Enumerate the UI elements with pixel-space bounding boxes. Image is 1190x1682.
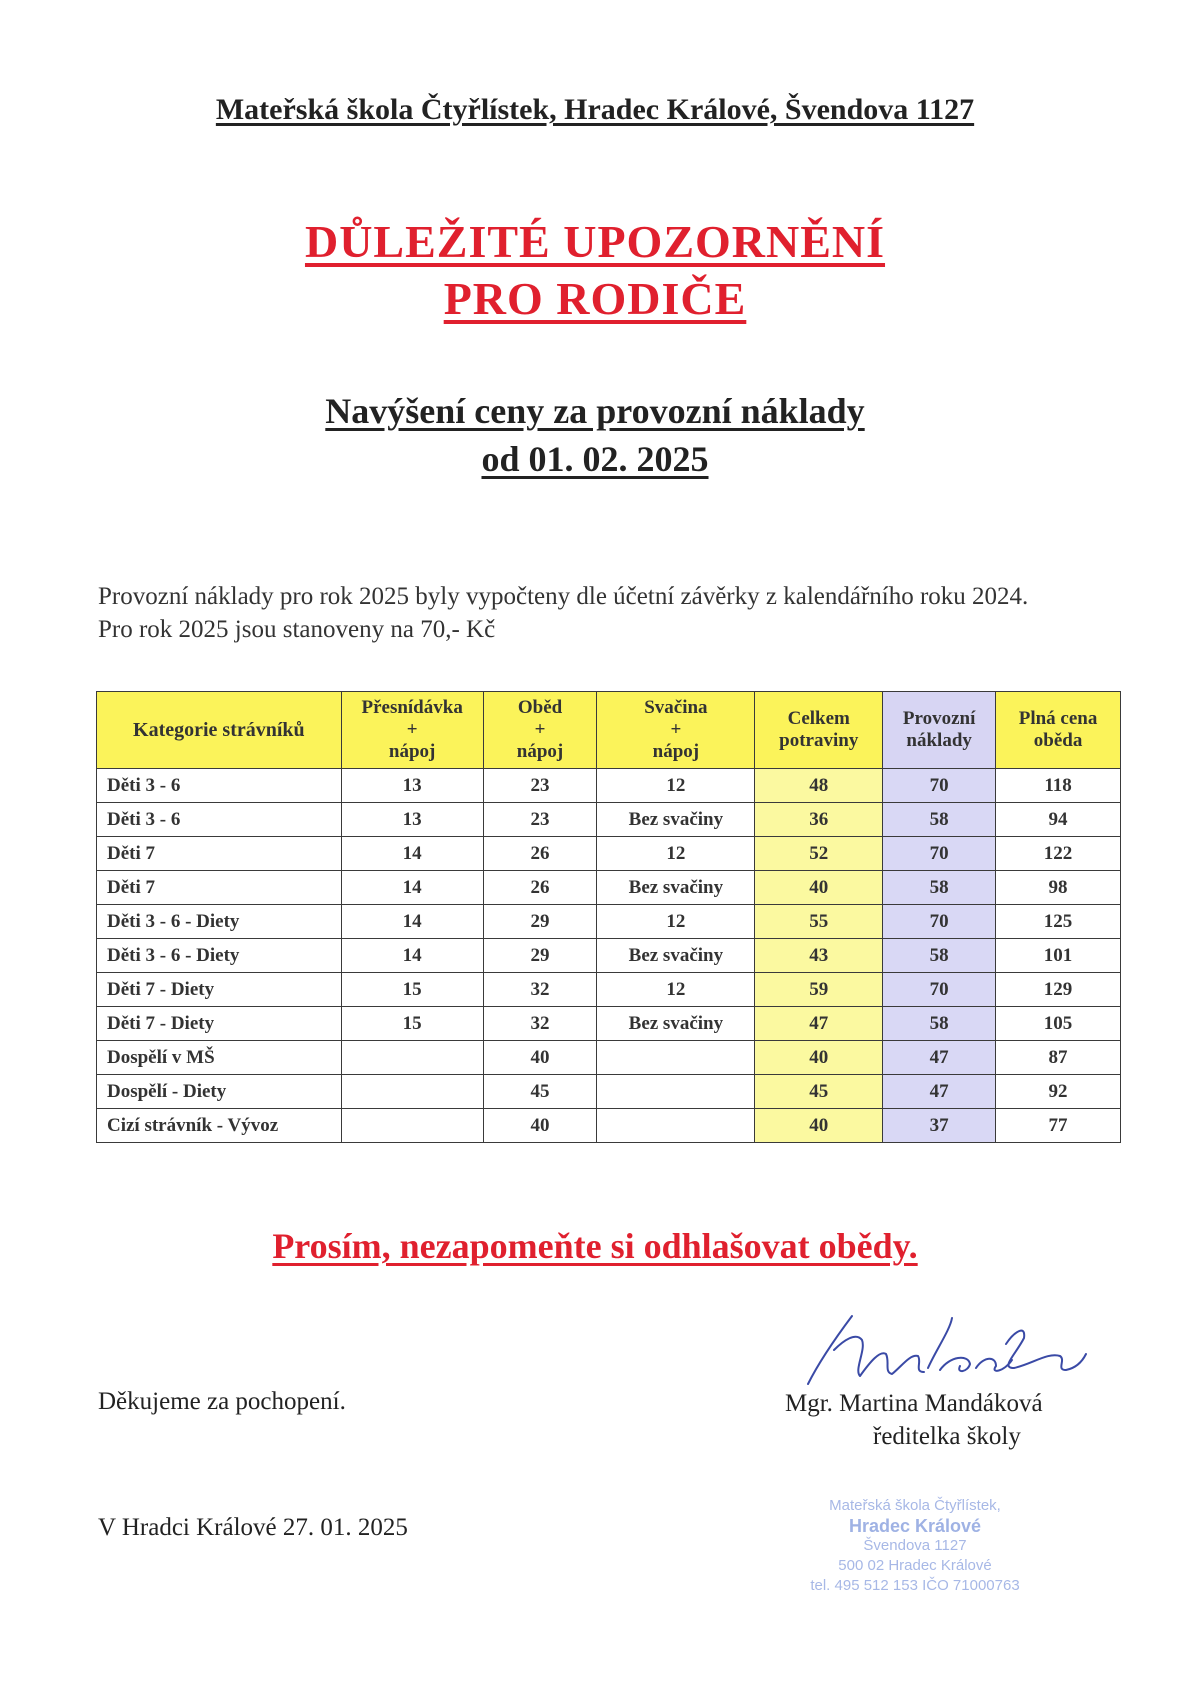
signer-block	[785, 1387, 1043, 1453]
school-stamp	[770, 1496, 1060, 1596]
cell-lunch: 29	[483, 939, 597, 973]
cell-operating-costs: 58	[883, 871, 996, 905]
cell-snack-am: 13	[341, 803, 483, 837]
cell-category: Děti 3 - 6 - Diety	[97, 939, 342, 973]
cell-snack-pm: Bez svačiny	[597, 871, 755, 905]
cell-lunch: 40	[483, 1041, 597, 1075]
subtitle-line1: Navýšení ceny za provozní náklady	[325, 391, 865, 431]
cell-full-price: 122	[996, 837, 1121, 871]
table-row	[97, 939, 1121, 973]
table-row	[97, 905, 1121, 939]
cell-operating-costs: 70	[883, 769, 996, 803]
cell-snack-pm: 12	[597, 973, 755, 1007]
cell-snack-am: 14	[341, 939, 483, 973]
header-operating-costs: Provozní náklady	[883, 692, 996, 769]
cell-full-price: 101	[996, 939, 1121, 973]
cell-full-price: 77	[996, 1109, 1121, 1143]
header-full-price: Plná cena oběda	[996, 692, 1121, 769]
cell-lunch: 26	[483, 871, 597, 905]
header-lunch: Oběd + nápoj	[483, 692, 597, 769]
cell-snack-am: 15	[341, 973, 483, 1007]
cell-snack-pm	[597, 1109, 755, 1143]
school-name: Mateřská škola Čtyřlístek, Hradec Králové, Švendova 1127	[215, 93, 975, 126]
table-row	[97, 973, 1121, 1007]
cell-lunch: 32	[483, 973, 597, 1007]
cell-operating-costs: 70	[883, 837, 996, 871]
cell-category: Dospělí v MŠ	[97, 1041, 342, 1075]
cell-total-food: 48	[755, 769, 883, 803]
cell-full-price: 87	[996, 1041, 1121, 1075]
cell-total-food: 40	[755, 1041, 883, 1075]
cell-full-price: 105	[996, 1007, 1121, 1041]
cell-total-food: 52	[755, 837, 883, 871]
table-row	[97, 769, 1121, 803]
cell-lunch: 23	[483, 769, 597, 803]
cell-snack-pm	[597, 1041, 755, 1075]
cell-category: Cizí strávník - Vývoz	[97, 1109, 342, 1143]
intro-paragraph	[98, 580, 1028, 646]
cell-lunch: 29	[483, 905, 597, 939]
cell-snack-am	[341, 1041, 483, 1075]
cell-category: Dospělí - Diety	[97, 1075, 342, 1109]
place-date: V Hradci Králové 27. 01. 2025	[98, 1514, 408, 1541]
cell-category: Děti 7 - Diety	[97, 973, 342, 1007]
table-row	[97, 803, 1121, 837]
cell-total-food: 55	[755, 905, 883, 939]
stamp-line4: 500 02 Hradec Králové	[838, 1557, 992, 1574]
cell-total-food: 40	[755, 1109, 883, 1143]
price-table	[96, 691, 1121, 1143]
cell-category: Děti 3 - 6	[97, 769, 342, 803]
table-row	[97, 1007, 1121, 1041]
cell-snack-am: 14	[341, 871, 483, 905]
cell-category: Děti 3 - 6	[97, 803, 342, 837]
cell-snack-pm: 12	[597, 905, 755, 939]
stamp-line5: tel. 495 512 153 IČO 71000763	[810, 1577, 1020, 1594]
cell-category: Děti 7	[97, 837, 342, 871]
cell-full-price: 125	[996, 905, 1121, 939]
cell-snack-pm: Bez svačiny	[597, 803, 755, 837]
cell-operating-costs: 58	[883, 803, 996, 837]
subtitle-date: od 01. 02. 2025	[481, 439, 709, 479]
cell-snack-pm	[597, 1075, 755, 1109]
cell-operating-costs: 58	[883, 939, 996, 973]
cell-snack-am: 13	[341, 769, 483, 803]
cell-operating-costs: 47	[883, 1041, 996, 1075]
header-total-food: Celkem potraviny	[755, 692, 883, 769]
signer-name: Mgr. Martina Mandáková	[785, 1390, 1043, 1417]
cell-full-price: 118	[996, 769, 1121, 803]
cell-operating-costs: 47	[883, 1075, 996, 1109]
table-row	[97, 871, 1121, 905]
cell-lunch: 40	[483, 1109, 597, 1143]
cell-operating-costs: 58	[883, 1007, 996, 1041]
cell-lunch: 23	[483, 803, 597, 837]
cell-full-price: 129	[996, 973, 1121, 1007]
intro-line1: Provozní náklady pro rok 2025 byly vypočteny dle účetní závěrky z kalendářního roku 2024.	[98, 583, 1029, 610]
cell-operating-costs: 37	[883, 1109, 996, 1143]
stamp-line3: Švendova 1127	[863, 1537, 967, 1554]
cell-full-price: 94	[996, 803, 1121, 837]
cell-total-food: 43	[755, 939, 883, 973]
cell-operating-costs: 70	[883, 905, 996, 939]
signer-role: ředitelka školy	[873, 1423, 1021, 1450]
cell-snack-pm: Bez svačiny	[597, 939, 755, 973]
notice-title-line2: PRO RODIČE	[443, 273, 747, 324]
cell-snack-pm: Bez svačiny	[597, 1007, 755, 1041]
reminder-plea: Prosím, nezapomeňte si odhlašovat obědy.	[272, 1226, 918, 1266]
table-row	[97, 1075, 1121, 1109]
cell-total-food: 59	[755, 973, 883, 1007]
header-snack-pm: Svačina + nápoj	[597, 692, 755, 769]
signature-image	[800, 1310, 1090, 1392]
cell-lunch: 26	[483, 837, 597, 871]
thanks-text: Děkujeme za pochopení.	[98, 1388, 346, 1415]
notice-title-line1: DŮLEŽITÉ UPOZORNĚNÍ	[304, 216, 886, 267]
intro-line2: Pro rok 2025 jsou stanoveny na 70,- Kč	[98, 616, 496, 643]
cell-total-food: 47	[755, 1007, 883, 1041]
table-header-row	[97, 692, 1121, 769]
cell-operating-costs: 70	[883, 973, 996, 1007]
cell-snack-am: 15	[341, 1007, 483, 1041]
stamp-line1: Mateřská škola Čtyřlístek,	[829, 1497, 1001, 1514]
cell-snack-am: 14	[341, 837, 483, 871]
cell-snack-pm: 12	[597, 769, 755, 803]
table-row	[97, 837, 1121, 871]
cell-total-food: 36	[755, 803, 883, 837]
cell-snack-am: 14	[341, 905, 483, 939]
header-category: Kategorie strávníků	[97, 692, 342, 769]
cell-total-food: 45	[755, 1075, 883, 1109]
table-row	[97, 1041, 1121, 1075]
cell-category: Děti 7	[97, 871, 342, 905]
table-row	[97, 1109, 1121, 1143]
cell-snack-am	[341, 1075, 483, 1109]
cell-category: Děti 3 - 6 - Diety	[97, 905, 342, 939]
stamp-line2: Hradec Králové	[848, 1516, 982, 1536]
cell-lunch: 45	[483, 1075, 597, 1109]
cell-snack-pm: 12	[597, 837, 755, 871]
cell-snack-am	[341, 1109, 483, 1143]
header-snack-am: Přesnídávka + nápoj	[341, 692, 483, 769]
cell-full-price: 98	[996, 871, 1121, 905]
cell-category: Děti 7 - Diety	[97, 1007, 342, 1041]
cell-lunch: 32	[483, 1007, 597, 1041]
cell-full-price: 92	[996, 1075, 1121, 1109]
cell-total-food: 40	[755, 871, 883, 905]
